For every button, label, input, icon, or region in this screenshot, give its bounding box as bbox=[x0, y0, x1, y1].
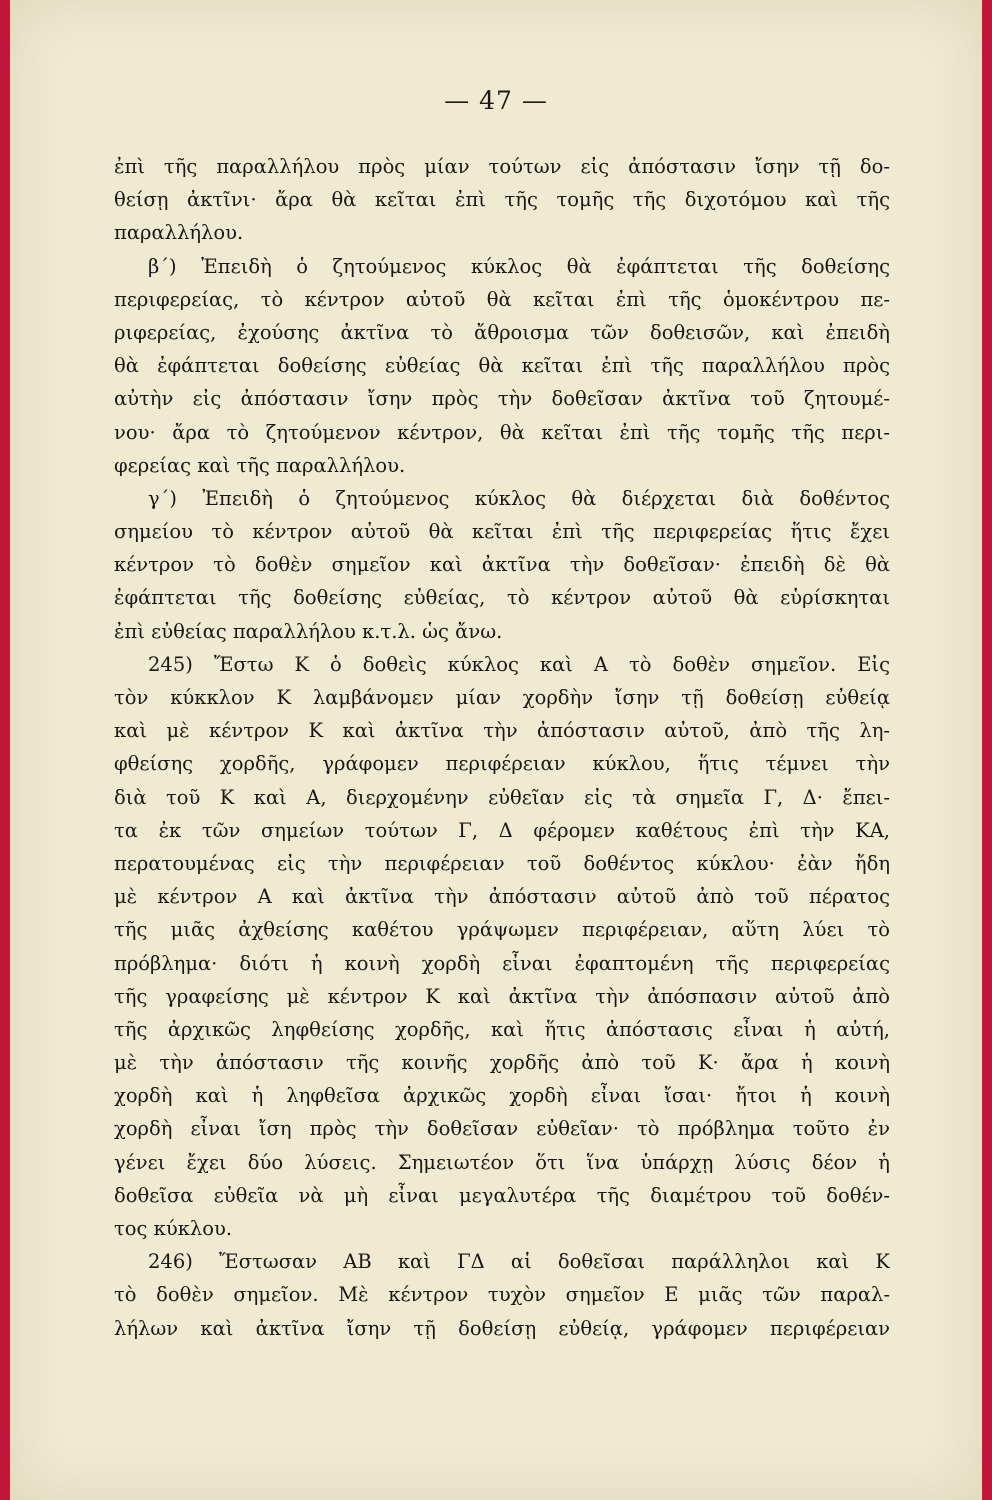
text-line: θὰ ἐφάπτεται δοθείσης εὐθείας θὰ κεῖται ἐπὶ τῆς παραλλήλου πρὸς bbox=[114, 354, 890, 378]
text-line: καὶ μὲ κέντρον Κ καὶ ἀκτῖνα τὴν ἀπόστασιν αὐτοῦ, ἀπὸ τῆς λη- bbox=[114, 719, 890, 743]
text-line: διὰ τοῦ Κ καὶ Α, διερχομένην εὐθεῖαν εἰς τὰ σημεῖα Γ, Δ· ἔπει- bbox=[114, 785, 890, 809]
text-line: ἐπὶ εὐθείας παραλλήλου κ.τ.λ. ὡς ἄνω. bbox=[114, 619, 503, 643]
text-line: μὲ κέντρον Α καὶ ἀκτῖνα τὴν ἀπόστασιν αὐτοῦ ἀπὸ τοῦ πέρατος bbox=[114, 885, 890, 909]
text-line: φθείσης χορδῆς, γράφομεν περιφέρειαν κύκλου, ἥτις τέμνει τὴν bbox=[114, 752, 890, 776]
text-line: τῆς μιᾶς ἀχθείσης καθέτου γράψωμεν περιφέρειαν, αὕτη λύει τὸ bbox=[114, 918, 890, 942]
text-line: τὸν κύκκλον Κ λαμβάνομεν μίαν χορδὴν ἴσην τῇ δοθείσῃ εὐθείᾳ bbox=[114, 686, 890, 709]
text-line: μὲ τὴν ἀπόστασιν τῆς κοινῆς χορδῆς ἀπὸ τοῦ Κ· ἄρα ἡ κοινὴ bbox=[114, 1051, 890, 1075]
text-line: περατουμένας εἰς τὴν περιφέρειαν τοῦ δοθέντος κύκλου· ἐὰν ἤδη bbox=[114, 851, 890, 875]
text-line: φερείας καὶ τῆς παραλλήλου. bbox=[114, 453, 406, 477]
text-line: 245) Ἔστω Κ ὁ δοθεὶς κύκλος καὶ Α τὸ δοθὲν σημεῖον. Εἰς bbox=[148, 652, 890, 676]
text-line: τος κύκλου. bbox=[114, 1217, 233, 1240]
text-line: τὸ δοθὲν σημεῖον. Μὲ κέντρον τυχὸν σημεῖον Ε μιᾶς τῶν παραλ- bbox=[114, 1283, 890, 1307]
text-line: β΄) Ἐπειδὴ ὁ ζητούμενος κύκλος θὰ ἐφάπτεται τῆς δοθείσης bbox=[148, 254, 890, 278]
text-line: ἐφάπτεται τῆς δοθείσης εὐθείας, τὸ κέντρον αὐτοῦ θὰ εὑρίσκηται bbox=[114, 586, 890, 610]
text-line: 246) Ἔστωσαν ΑΒ καὶ ΓΔ αἱ δοθεῖσαι παράλληλοι καὶ Κ bbox=[148, 1250, 890, 1274]
text-line: γένει ἔχει δύο λύσεις. Σημειωτέον ὅτι ἵνα ὑπάρχῃ λύσις δέον ἡ bbox=[114, 1150, 890, 1174]
text-line: νου· ἄρα τὸ ζητούμενον κέντρον, θὰ κεῖται ἐπὶ τῆς τομῆς τῆς περι- bbox=[114, 420, 890, 444]
body-text bbox=[114, 150, 890, 1345]
text-line: θείσῃ ἀκτῖνι· ἄρα θὰ κεῖται ἐπὶ τῆς τομῆς τῆς διχοτόμου καὶ τῆς bbox=[114, 188, 890, 212]
text-line: χορδὴ καὶ ἡ ληφθεῖσα ἀρχικῶς χορδὴ εἶναι ἴσαι· ἤτοι ἡ κοινὴ bbox=[114, 1084, 890, 1108]
text-line: ἐπὶ τῆς παραλλήλου πρὸς μίαν τούτων εἰς ἀπόστασιν ἴσην τῇ δο- bbox=[114, 155, 890, 178]
text-line: παραλλήλου. bbox=[114, 221, 244, 245]
text-line: γ΄) Ἐπειδὴ ὁ ζητούμενος κύκλος θὰ διέρχεται διὰ δοθέντος bbox=[148, 486, 890, 510]
text-line: πρόβλημα· διότι ἡ κοινὴ χορδὴ εἶναι ἐφαπτομένη τῆς περιφερείας bbox=[114, 951, 890, 975]
text-line: τῆς γραφείσης μὲ κέντρον Κ καὶ ἀκτῖνα τὴν ἀπόσπασιν αὐτοῦ ἀπὸ bbox=[114, 984, 890, 1008]
text-line: χορδὴ εἶναι ἴση πρὸς τὴν δοθεῖσαν εὐθεῖαν· τὸ πρόβλημα τοῦτο ἐν bbox=[114, 1117, 890, 1141]
text-line: τῆς ἀρχικῶς ληφθείσης χορδῆς, καὶ ἥτις ἀπόστασις εἶναι ἡ αὐτή, bbox=[114, 1017, 890, 1041]
text-line: αὐτὴν εἰς ἀπόστασιν ἴσην πρὸς τὴν δοθεῖσαν ἀκτῖνα τοῦ ζητουμέ- bbox=[114, 387, 890, 411]
text-line: σημείου τὸ κέντρον αὐτοῦ θὰ κεῖται ἐπὶ τῆς περιφερείας ἥτις ἔχει bbox=[114, 520, 890, 544]
page-number: — 47 — bbox=[444, 86, 548, 115]
text-line: λήλων καὶ ἀκτῖνα ἴσην τῇ δοθείσῃ εὐθείᾳ, γράφομεν περιφέρειαν bbox=[114, 1316, 890, 1340]
text-line: κέντρον τὸ δοθὲν σημεῖον καὶ ἀκτῖνα τὴν δοθεῖσαν· ἐπειδὴ δὲ θὰ bbox=[114, 553, 890, 577]
text-line: ριφερείας, ἐχούσης ἀκτῖνα τὸ ἄθροισμα τῶν δοθεισῶν, καὶ ἐπειδὴ bbox=[114, 320, 890, 344]
text-line: δοθεῖσα εὐθεῖα νὰ μὴ εἶναι μεγαλυτέρα τῆς διαμέτρου τοῦ δοθέν- bbox=[114, 1183, 890, 1207]
text-line: περιφερείας, τὸ κέντρον αὐτοῦ θὰ κεῖται ἐπὶ τῆς ὁμοκέντρου πε- bbox=[114, 287, 890, 311]
book-page bbox=[10, 0, 982, 1500]
text-line: τα ἐκ τῶν σημείων τούτων Γ, Δ φέρομεν καθέτους ἐπὶ τὴν ΚΑ, bbox=[114, 818, 890, 842]
